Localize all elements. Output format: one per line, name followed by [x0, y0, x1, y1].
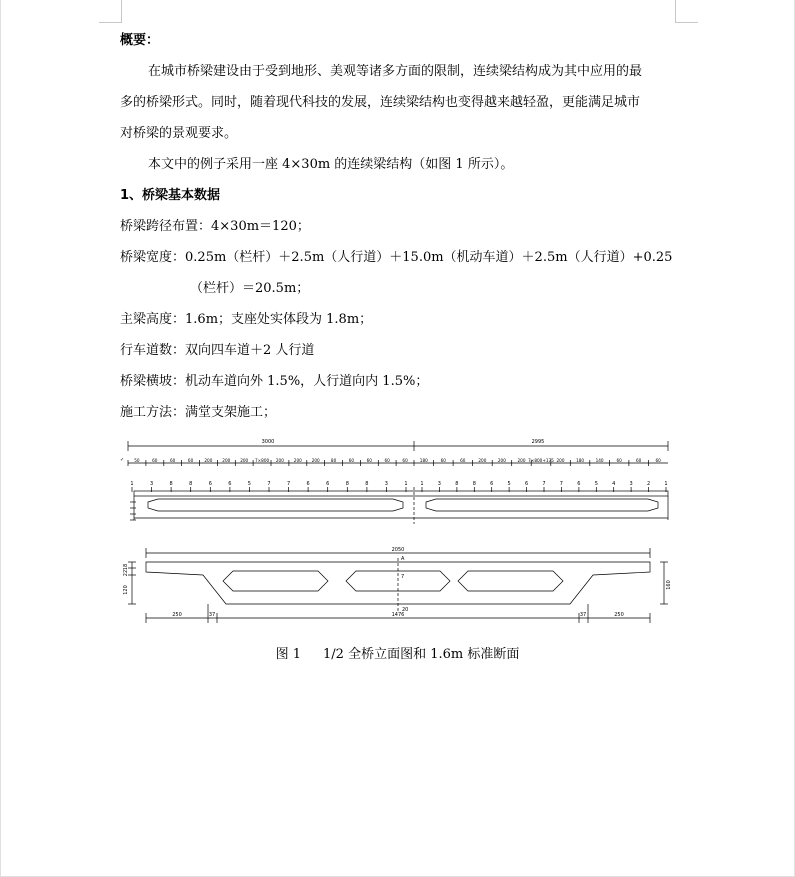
lanes-label: 行车道数：	[120, 343, 186, 358]
elevation-right-dim-8: 200	[556, 458, 565, 463]
section-bottom-dim-1: 250	[172, 612, 182, 618]
rebar-right-10: 6	[577, 481, 581, 487]
height-row	[120, 312, 372, 328]
elevation-left-dim-9: 200	[275, 458, 284, 463]
rebar-right-7: 6	[525, 481, 529, 487]
rebar-left-14: 3	[384, 481, 388, 487]
cross-section-labels	[123, 547, 672, 618]
caption-text: 1/2 全桥立面图和 1.6m 标准断面	[323, 647, 520, 662]
rebar-left-8: 7	[267, 481, 271, 487]
elevation-right-dim-13: 60	[655, 458, 661, 463]
margin-mark-top-right	[675, 0, 698, 23]
rebar-right-1: 1	[420, 481, 424, 487]
rebar-right-12: 4	[612, 481, 616, 487]
slope-label: 桥梁横坡：	[120, 374, 186, 389]
intro-line-2: 多的桥梁形式。同时，随着现代科技的发展，连续梁结构也变得越来越轻盈，更能满足城市	[120, 95, 641, 110]
elevation-right-dim-12: 60	[636, 458, 642, 463]
rebar-left-3: 8	[169, 481, 173, 487]
width-row-continued: （栏杆）＝20.5m；	[190, 281, 310, 296]
method-row	[120, 405, 276, 421]
lanes-value: 双向四车道＋2 人行道	[185, 343, 315, 358]
rebar-right-13: 3	[629, 481, 633, 487]
rebar-left-7: 5	[247, 481, 251, 487]
section-bottom-dim-2: 37	[208, 612, 216, 618]
height-label: 主梁高度：	[120, 312, 186, 327]
span-value: 4×30m＝120；	[211, 219, 310, 234]
elevation-left-dim-10: 200	[293, 458, 302, 463]
section-bottom-dim-3: 1476	[391, 612, 405, 618]
elevation-right-dim-3: 60	[460, 458, 466, 463]
rebar-left-2: 3	[150, 481, 154, 487]
rebar-left-6: 6	[228, 481, 232, 487]
figure-caption	[0, 647, 795, 663]
section-left-vdim-2: 22	[123, 569, 129, 577]
rebar-right-4: 8	[472, 481, 476, 487]
span-row	[120, 219, 310, 235]
page-edge-left	[0, 0, 1, 877]
section-bottom-dim-5: 250	[614, 612, 624, 618]
elevation-end-mark: ✓	[120, 457, 125, 463]
elevation-left-dim-7: 200	[240, 458, 249, 463]
rebar-right-15: 1	[664, 481, 668, 487]
elevation-left-dim-4: 60	[187, 458, 194, 463]
section-height-label: 160	[666, 580, 672, 590]
elevation-right-dim-4: 200	[478, 458, 487, 463]
bridge-figure	[118, 432, 678, 632]
rebar-right-8: 7	[542, 481, 546, 487]
section-center-mark-20: 20	[402, 607, 409, 613]
rebar-right-2: 3	[437, 481, 441, 487]
elevation-right-dim-7: 7×800+175	[528, 458, 554, 463]
rebar-left-1: 1	[130, 481, 134, 487]
rebar-left-11: 6	[326, 481, 330, 487]
elevation-left-dim-16: 60	[402, 458, 408, 463]
rebar-left-13: 8	[365, 481, 369, 487]
rebar-left-9: 7	[287, 481, 291, 487]
elevation-left-dim-15: 60	[384, 458, 390, 463]
rebar-right-11: 5	[594, 481, 598, 487]
caption-figure-number: 图 1	[275, 647, 302, 662]
elevation-total-left: 3000	[261, 439, 275, 445]
method-label: 施工方法：	[120, 405, 186, 420]
elevation-right-dim-2: 60	[440, 458, 446, 463]
elevation-left-dim-3: 60	[170, 458, 176, 463]
elevation-left-dim-1: 50	[134, 458, 140, 463]
height-value: 1.6m；支座处实体段为 1.8m；	[185, 312, 373, 327]
elevation-right-dim-9: 180	[576, 458, 585, 463]
elevation-left-dim-8: 7×800	[255, 458, 270, 463]
rebar-left-15: 1	[404, 481, 408, 487]
section-left-vdim-1: 18	[123, 563, 129, 571]
rebar-right-9: 7	[559, 481, 563, 487]
span-label: 桥梁跨径布置：	[120, 219, 212, 234]
width-row	[120, 250, 672, 266]
slope-row	[120, 374, 428, 390]
section-center-mark-a: A	[401, 556, 405, 562]
lanes-row	[120, 343, 314, 359]
section-center-mark-7: 7	[401, 574, 405, 580]
elevation-left-dim-12: 80	[330, 458, 337, 463]
intro-line-4: 本文中的例子采用一座 4×30m 的连续梁结构（如图 1 所示）。	[148, 157, 514, 172]
elevation-left-dim-5: 200	[204, 458, 213, 463]
elevation-right-dim-1: 180	[419, 458, 428, 463]
elevation-right-dim-10: 140	[595, 458, 604, 463]
elevation-left-dim-2: 60	[152, 458, 158, 463]
section-1-title: 1、桥梁基本数据	[120, 188, 221, 203]
rebar-left-12: 8	[345, 481, 349, 487]
elevation-left-dim-14: 60	[366, 458, 372, 463]
section-width-label: 2050	[391, 547, 405, 553]
rebar-right-14: 2	[647, 481, 651, 487]
rebar-left-5: 6	[208, 481, 212, 487]
section-bottom-dim-4: 37	[579, 612, 587, 618]
rebar-left-4: 8	[189, 481, 193, 487]
intro-line-3: 对桥梁的景观要求。	[120, 126, 238, 141]
elevation-right-dim-6: 200	[517, 458, 526, 463]
elevation-total-right: 2995	[531, 439, 545, 445]
intro-line-1: 在城市桥梁建设由于受到地形、美观等诸多方面的限制，连续梁结构成为其中应用的最	[148, 64, 643, 79]
rebar-right-5: 6	[490, 481, 494, 487]
rebar-right-3: 8	[455, 481, 459, 487]
section-left-vdim-3: 120	[123, 585, 129, 595]
width-value: 0.25m（栏杆）＋2.5m（人行道）＋15.0m（机动车道）＋2.5m（人行道）+0.25	[185, 250, 673, 265]
elevation-left-dim-6: 200	[222, 458, 231, 463]
elevation-right-dim-11: 60	[616, 458, 622, 463]
rebar-left-10: 6	[306, 481, 310, 487]
method-value: 满堂支架施工；	[185, 405, 277, 420]
elevation-right-dim-5: 200	[497, 458, 506, 463]
elevation-left-dim-11: 200	[311, 458, 320, 463]
summary-heading: 概要：	[120, 33, 160, 48]
width-label: 桥梁宽度：	[120, 250, 186, 265]
slope-value: 机动车道向外 1.5%，人行道向内 1.5%；	[185, 374, 429, 389]
elevation-left-dim-13: 60	[348, 458, 355, 463]
margin-mark-top-left	[99, 0, 122, 23]
rebar-right-6: 5	[507, 481, 511, 487]
